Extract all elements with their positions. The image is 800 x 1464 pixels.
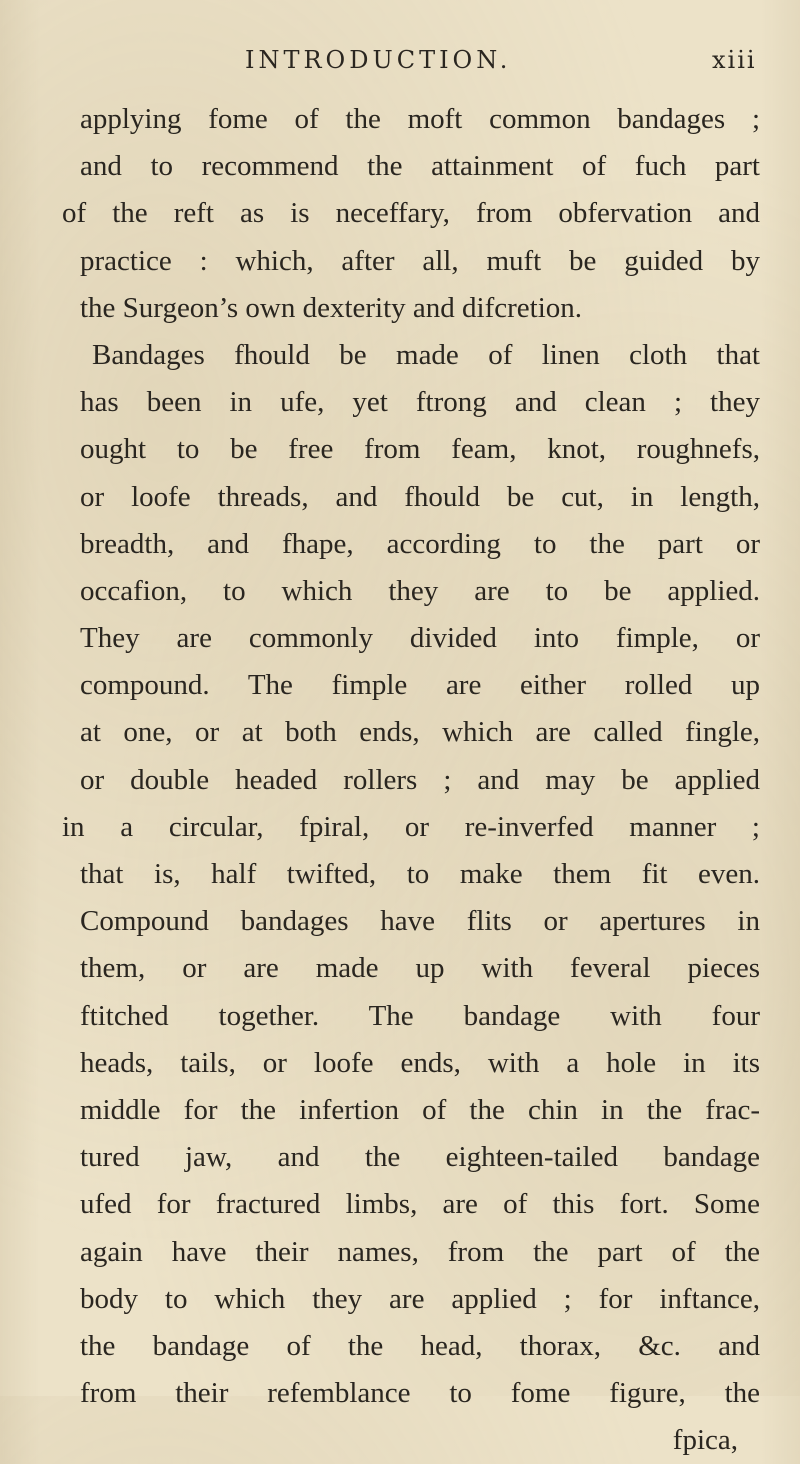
- text-line: in a circular, fpiral, or re-inverfed manner ;: [62, 810, 760, 843]
- text-line: has been in ufe, yet ftrong and clean ; they: [80, 386, 760, 419]
- text-line: middle for the infertion of the chin in the frac-: [80, 1093, 760, 1126]
- body-text: [40, 96, 760, 1464]
- text-line: or loofe threads, and fhould be cut, in length,: [80, 480, 760, 513]
- text-line: or double headed rollers ; and may be applied: [80, 763, 760, 796]
- text-line: Bandages fhould be made of linen cloth that: [92, 338, 760, 371]
- text-line: the bandage of the head, thorax, &c. and: [80, 1329, 760, 1362]
- text-line: applying fome of the moft common bandages ;: [80, 103, 760, 135]
- text-line: compound. The fimple are either rolled up: [80, 669, 760, 702]
- text-line: breadth, and fhape, according to the part or: [80, 527, 760, 560]
- text-line: heads, tails, or loofe ends, with a hole in its: [80, 1046, 760, 1079]
- text-line: ought to be free from feam, knot, roughnefs,: [80, 433, 760, 466]
- catchword: fpica,: [672, 1424, 738, 1457]
- text-line: of the reft as is neceffary, from obfervation and: [62, 197, 760, 230]
- text-line: ftitched together. The bandage with four: [80, 999, 760, 1032]
- text-line: They are commonly divided into fimple, or: [80, 622, 760, 655]
- text-line: body to which they are applied ; for inftance,: [80, 1282, 760, 1315]
- text-line: again have their names, from the part of the: [80, 1235, 760, 1268]
- page-number: xiii: [712, 46, 757, 74]
- text-line: and to recommend the attainment of fuch part: [80, 150, 760, 183]
- text-line: from their refemblance to fome figure, the: [80, 1377, 760, 1410]
- text-line: Compound bandages have flits or apertures in: [80, 905, 760, 938]
- text-line: the Surgeon’s own dexterity and difcretion.: [80, 291, 583, 324]
- text-line: practice : which, after all, muft be guided by: [80, 244, 760, 277]
- text-line: occafion, to which they are to be applied.: [80, 574, 760, 607]
- page-header: [0, 46, 800, 86]
- text-line: at one, or at both ends, which are called fingle,: [80, 716, 760, 749]
- text-line: ufed for fractured limbs, are of this fort. Some: [80, 1188, 760, 1221]
- text-line: them, or are made up with feveral pieces: [80, 952, 760, 985]
- text-line: tured jaw, and the eighteen-tailed bandage: [80, 1141, 760, 1174]
- text-line: that is, half twifted, to make them fit even.: [80, 858, 760, 890]
- running-head: INTRODUCTION.: [245, 46, 512, 74]
